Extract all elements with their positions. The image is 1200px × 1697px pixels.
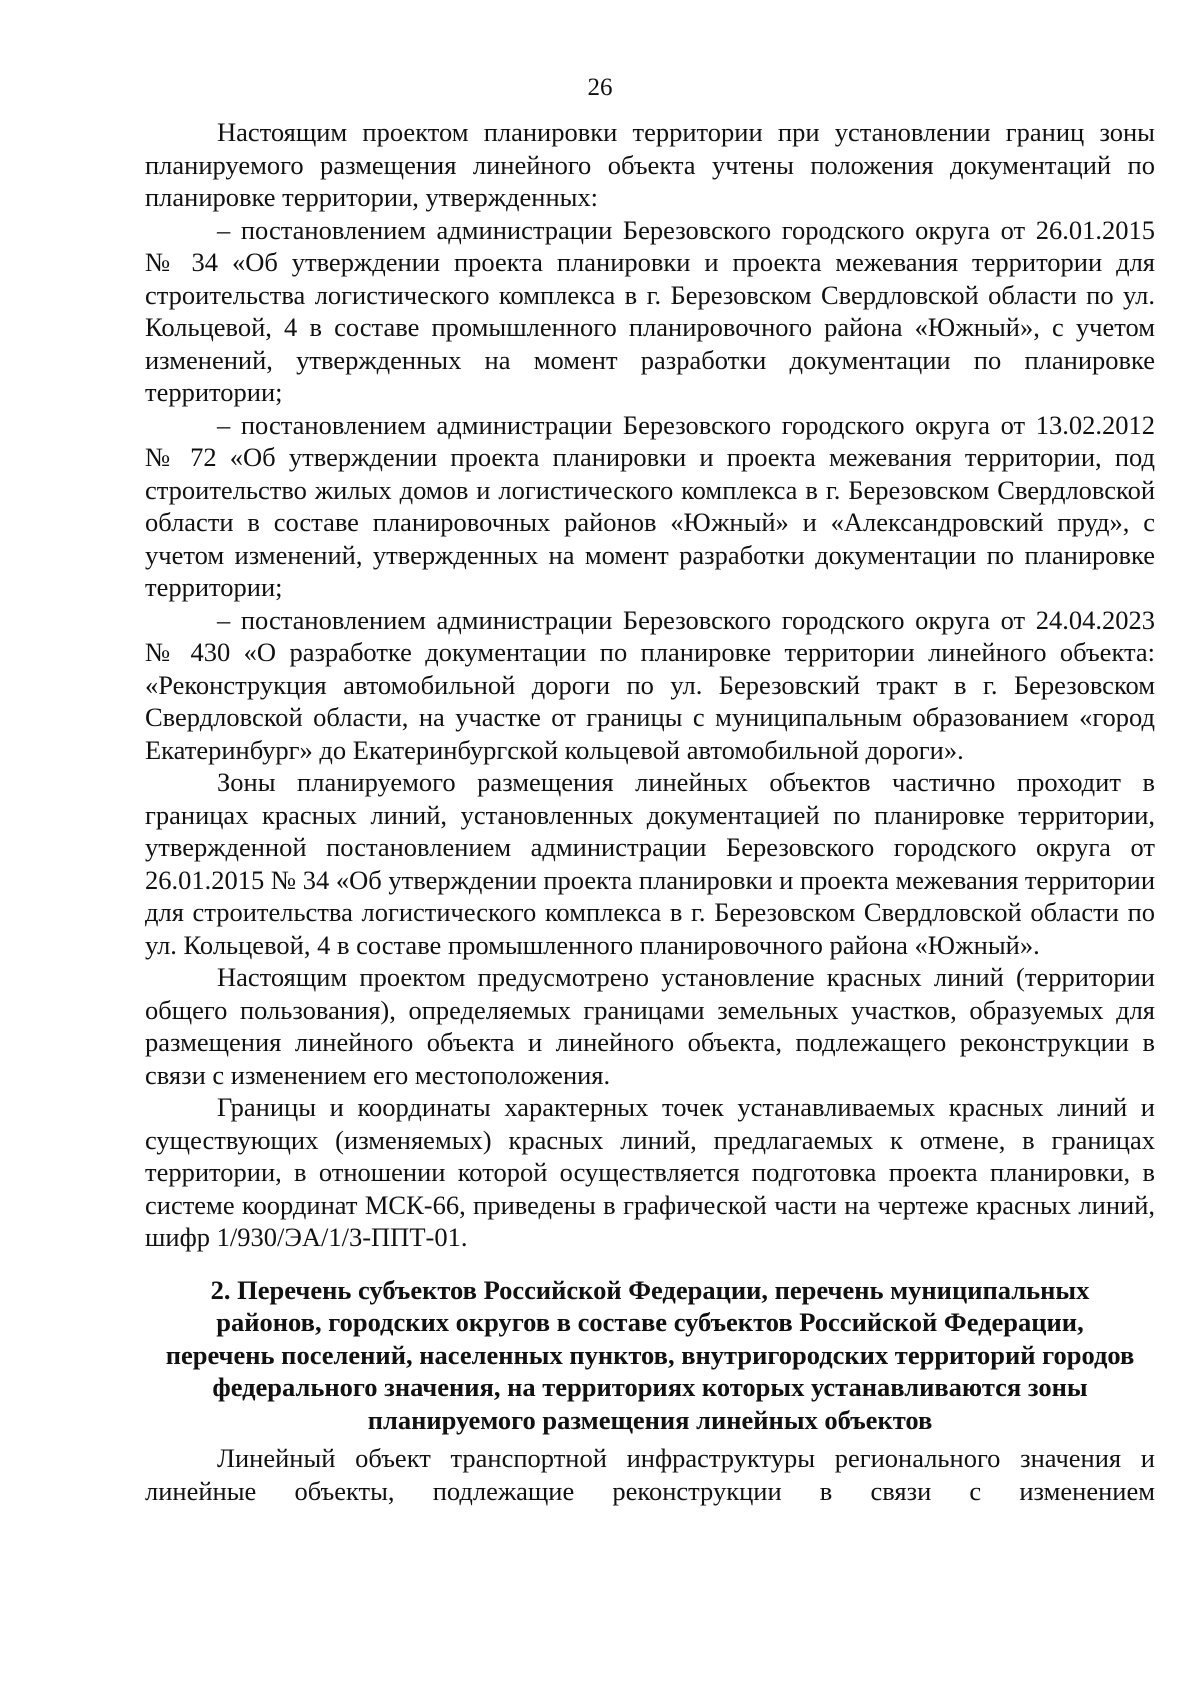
paragraph-intro: Настоящим проектом планировки территории при установлении границ зоны планируемого размещения линейного объекта учтены положения документаций по планировке территории, утвержденных:	[145, 117, 1155, 212]
paragraph-coordinates: Границы и координаты характерных точек устанавливаемых красных линий и существующих (изменяемых) красных линий, предлагаемых к отмене, в границах территории, в отношении которой осуществляется подготовка проекта планировки, в системе координат МСК-66, приведены в графической части на чертеже красных линий, шифр 1/930/ЭА/1/3-ППТ-01.	[145, 1092, 1155, 1252]
paragraph-decree-3: – постановлением администрации Березовского городского округа от 24.04.2023 № 430 «О разработке документации по планировке территории линейного объекта: «Реконструкция автомобильной дороги по ул. Березовский тракт в г. Березовском Свердловской области, на участке от границы с муниципальным образованием «город Екатеринбург» до Екатеринбургской кольцевой автомобильной дороги».	[145, 604, 1155, 765]
page-number: 26	[587, 74, 613, 101]
document-body	[145, 116, 1155, 1507]
paragraph-red-lines-zones: Зоны планируемого размещения линейных объектов частично проходит в границах красных линий, установленных документацией по планировке территории, утвержденной постановлением администрации Березовского городского округа от 26.01.2015 № 34 «Об утверждении проекта планировки и проекта межевания территории для строительства логистического комплекса в г. Березовском Свердловской области по ул. Кольцевой, 4 в составе промышленного планировочного района «Южный».	[145, 767, 1156, 960]
section-heading: 2. Перечень субъектов Российской Федерации, перечень муниципальных районов, городских округов в составе субъектов Российской Федерации, перечень поселений, населенных пунктов, внутригородских территорий городов федерального значения, на территориях которых устанавливаются зоны планируемого размещения линейных объектов	[165, 1274, 1135, 1435]
paragraph-decree-1: – постановлением администрации Березовского городского округа от 26.01.2015 № 34 «Об утверждении проекта планировки и проекта межевания территории для строительства логистического комплекса в г. Березовском Свердловской области по ул. Кольцевой, 4 в составе промышленного планировочного района «Южный», с учетом изменений, утвержденных на момент разработки документации по планировке территории;	[145, 214, 1155, 407]
paragraph-red-lines-establishment: Настоящим проектом предусмотрено установление красных линий (территории общего пользования), определяемых границами земельных участков, образуемых для размещения линейного объекта и линейного объекта, подлежащего реконструкции в связи с изменением его местоположения.	[145, 962, 1155, 1090]
paragraph-linear-object: Линейный объект транспортной инфраструктуры регионального значения и линейные объекты, подлежащие реконструкции в связи с изменением	[145, 1443, 1155, 1506]
paragraph-decree-2: – постановлением администрации Березовского городского округа от 13.02.2012 № 72 «Об утверждении проекта планировки и проекта межевания территории, под строительство жилых домов и логистического комплекса в г. Березовском Свердловской области в составе планировочных районов «Южный» и «Александровский пруд», с учетом изменений, утвержденных на момент разработки документации по планировке территории;	[145, 409, 1155, 602]
